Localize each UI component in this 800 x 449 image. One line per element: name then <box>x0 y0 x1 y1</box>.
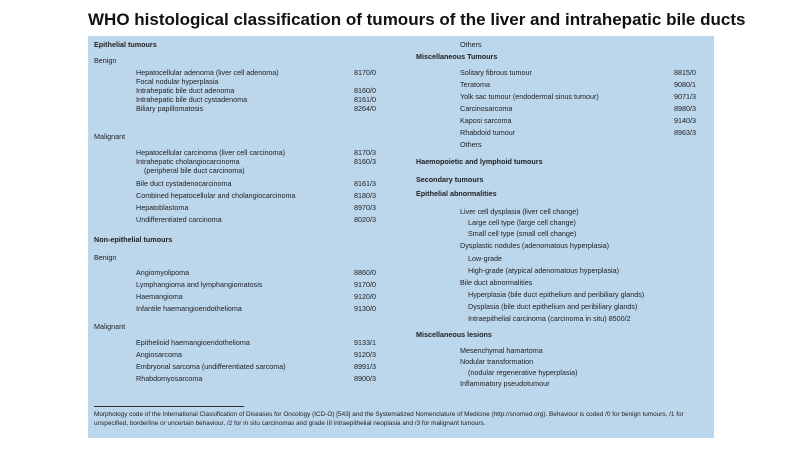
entry-code: 9120/0 <box>354 292 376 301</box>
section-header-secondary-tumours: Secondary tumours <box>416 175 484 184</box>
entry-name: Carcinosarcoma <box>460 104 513 113</box>
footnote: Morphology code of the International Classification of Diseases for Oncology (ICD-O) [543] and the Systematized Nomenclature of Medicine (http://snomed.org). Behaviour is coded /0 for benign tumours, /1 for unspecified, borderline or uncertain behaviour, /2 for in situ carcinomas and grade III intraepithelial neoplasia and /3 for malignant tumours. <box>94 411 684 427</box>
entry-name: Others <box>460 40 482 49</box>
entry-name: Intrahepatic bile duct cystadenoma <box>136 95 248 104</box>
entry-name: Combined hepatocellular and cholangiocarcinoma <box>136 191 296 200</box>
entry-name: Angiomyolipoma <box>136 268 190 277</box>
page-title: WHO histological classification of tumours of the liver and intrahepatic bile ducts <box>88 10 746 29</box>
section-header-miscellaneous-tumours: Miscellaneous Tumours <box>416 52 498 61</box>
entry-name: Inflammatory pseudotumour <box>460 379 550 388</box>
subsection-header-benign: Benign <box>94 253 117 262</box>
entry-name: Yolk sac tumour (endodermal sinus tumour) <box>460 92 599 101</box>
entry-name: Intrahepatic cholangiocarcinoma <box>136 157 240 166</box>
entry-code: 8161/0 <box>354 95 376 104</box>
entry-name: Small cell type (small cell change) <box>468 229 577 238</box>
entry-code: 8900/3 <box>354 374 376 383</box>
entry-name: Rhabdoid tumour <box>460 128 516 137</box>
entry-code: 8991/3 <box>354 362 376 371</box>
entry-code: 8963/3 <box>674 128 696 137</box>
classification-panel <box>88 36 714 438</box>
entry-name: Focal nodular hyperplasia <box>136 77 219 86</box>
entry-code: 9170/0 <box>354 280 376 289</box>
entry-code: 8161/3 <box>354 179 376 188</box>
section-header-non-epithelial-tumours: Non-epithelial tumours <box>94 235 173 244</box>
entry-name: Dysplasia (bile duct epithelium and peribiliary glands) <box>468 302 638 311</box>
subsection-header-benign: Benign <box>94 56 117 65</box>
entry-name: Angiosarcoma <box>136 350 182 359</box>
entry-code: 8860/0 <box>354 268 376 277</box>
section-header-epithelial-abnormalities: Epithelial abnormalities <box>416 189 497 198</box>
section-header-epithelial-tumours: Epithelial tumours <box>94 40 157 49</box>
subsection-header-malignant: Malignant <box>94 132 126 141</box>
entry-name: Rhabdomyosarcoma <box>136 374 203 383</box>
entry-name: (peripheral bile duct carcinoma) <box>144 166 245 175</box>
entry-name: Haemangioma <box>136 292 183 301</box>
entry-name: Hepatocellular carcinoma (liver cell carcinoma) <box>136 148 285 157</box>
entry-name: Nodular transformation <box>460 357 534 366</box>
entry-name: Biliary papillomatosis <box>136 104 204 113</box>
entry-name: Bile duct abnormalities <box>460 278 533 287</box>
entry-code: 8180/3 <box>354 191 376 200</box>
entry-code: 8160/3 <box>354 157 376 166</box>
entry-name: Others <box>460 140 482 149</box>
section-header-haemopoietic-lymphoid: Haemopoietic and lymphoid tumours <box>416 157 543 166</box>
entry-code: 8815/0 <box>674 68 696 77</box>
entry-name: Kaposi sarcoma <box>460 116 512 125</box>
entry-code: 8980/3 <box>674 104 696 113</box>
entry-code: 8264/0 <box>354 104 376 113</box>
entry-name: (nodular regenerative hyperplasia) <box>468 368 578 377</box>
entry-name: Intrahepatic bile duct adenoma <box>136 86 235 95</box>
entry-code: 9130/0 <box>354 304 376 313</box>
entry-name: Dysplastic nodules (adenomatous hyperplasia) <box>460 241 610 250</box>
entry-name: Low-grade <box>468 254 502 263</box>
entry-name: Hepatoblastoma <box>136 203 189 212</box>
entry-code: 9133/1 <box>354 338 376 347</box>
entry-code: 8970/3 <box>354 203 376 212</box>
entry-name: Teratoma <box>460 80 490 89</box>
entry-name: Infantile haemangioendothelioma <box>136 304 242 313</box>
entry-name: Undifferentiated carcinoma <box>136 215 222 224</box>
entry-name: Bile duct cystadenocarcinoma <box>136 179 232 188</box>
entry-code: 8170/3 <box>354 148 376 157</box>
entry-name: Mesenchymal hamartoma <box>460 346 543 355</box>
entry-code: 8160/0 <box>354 86 376 95</box>
footnote-divider <box>94 406 244 407</box>
entry-name: Intraepithelial carcinoma (carcinoma in situ) 8500/2 <box>468 314 631 323</box>
entry-name: High-grade (atypical adenomatous hyperplasia) <box>468 266 620 275</box>
entry-code: 9120/3 <box>354 350 376 359</box>
entry-name: Liver cell dysplasia (liver cell change) <box>460 207 579 216</box>
entry-name: Solitary fibrous tumour <box>460 68 532 77</box>
entry-name: Embryonal sarcoma (undifferentiated sarcoma) <box>136 362 286 371</box>
entry-name: Lymphangioma and lymphangiomatosis <box>136 280 263 289</box>
entry-name: Large cell type (large cell change) <box>468 218 576 227</box>
subsection-header-malignant: Malignant <box>94 322 126 331</box>
entry-name: Hepatocellular adenoma (liver cell adenoma) <box>136 68 279 77</box>
entry-code: 9080/1 <box>674 80 696 89</box>
section-header-miscellaneous-lesions: Miscellaneous lesions <box>416 330 492 339</box>
entry-code: 8020/3 <box>354 215 376 224</box>
entry-name: Hyperplasia (bile duct epithelium and peribiliary glands) <box>468 290 645 299</box>
entry-code: 8170/0 <box>354 68 376 77</box>
entry-code: 9071/3 <box>674 92 696 101</box>
entry-name: Epithelioid haemangioendothelioma <box>136 338 250 347</box>
entry-code: 9140/3 <box>674 116 696 125</box>
